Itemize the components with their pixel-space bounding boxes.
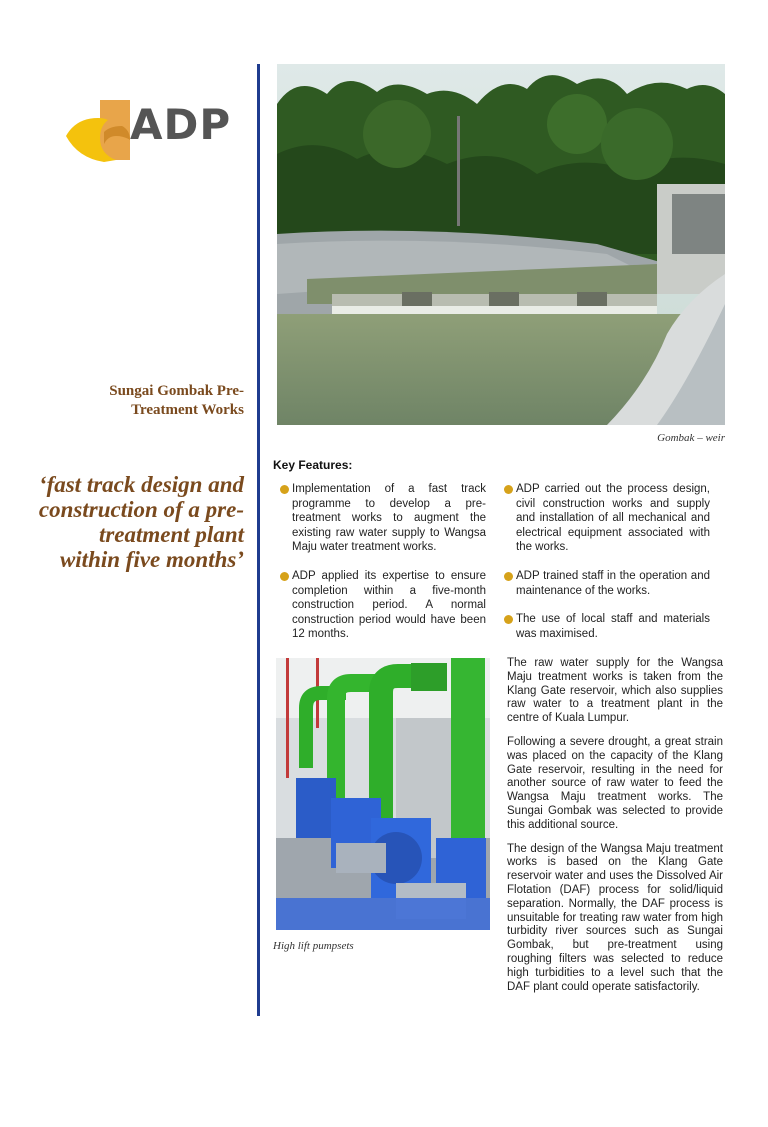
feature-bullet: ADP carried out the process design, civil construction works and supply and installation of all mechanical and electrical equipment associated with the works. (504, 482, 710, 555)
weir-photo (277, 64, 725, 425)
pumpsets-caption: High lift pumpsets (273, 940, 354, 952)
key-features-column-1 (280, 482, 486, 656)
project-title: Sungai Gombak Pre-Treatment Works (109, 383, 244, 418)
feature-bullet: ADP trained staff in the operation and maintenance of the works. (504, 569, 710, 598)
pumpsets-photo (276, 658, 490, 930)
body-paragraph: The design of the Wangsa Maju treatment works is based on the Klang Gate reservoir water and uses the Dissolved Air Flotation (DAF) process for solid/liquid separation. Normally, the DAF process is unsuitable for treating raw water from high turbidity river sources such as Sungai Gombak, but pre-treatment using roughing filters was selected to reduce high turbidities to a level such that the DAF plant could operate satisfactorily. (507, 842, 723, 993)
key-features-column-2 (504, 482, 710, 655)
column-divider (257, 64, 260, 1016)
logo-wordmark: ADP (130, 100, 232, 149)
feature-bullet: ADP applied its expertise to ensure completion within a five-month construction period. A normal construction period would have been 12 months. (280, 569, 486, 642)
feature-bullet: Implementation of a fast track programme to develop a pre-treatment works to augment the existing raw water supply to Wangsa Maju water treatment works. (280, 482, 486, 555)
body-text (507, 657, 723, 1004)
logo-mark-icon (64, 96, 134, 166)
key-features-heading: Key Features: (273, 458, 353, 472)
feature-bullet: The use of local staff and materials was maximised. (504, 612, 710, 641)
adp-logo (64, 96, 244, 166)
pull-quote: ‘fast track design and construction of a pre-treatment plant within five months’ (38, 472, 244, 572)
body-paragraph: Following a severe drought, a great strain was placed on the capacity of the Klang Gate reservoir, resulting in the need for another source of raw water to feed the Wangsa Maju treatment works. The Sungai Gombak was selected to provide this additional source. (507, 735, 723, 831)
body-paragraph: The raw water supply for the Wangsa Maju treatment works is taken from the Klang Gate reservoir, which also supplies raw water to a treatment plant in the centre of Kuala Lumpur. (507, 657, 723, 725)
weir-caption: Gombak – weir (657, 432, 725, 444)
